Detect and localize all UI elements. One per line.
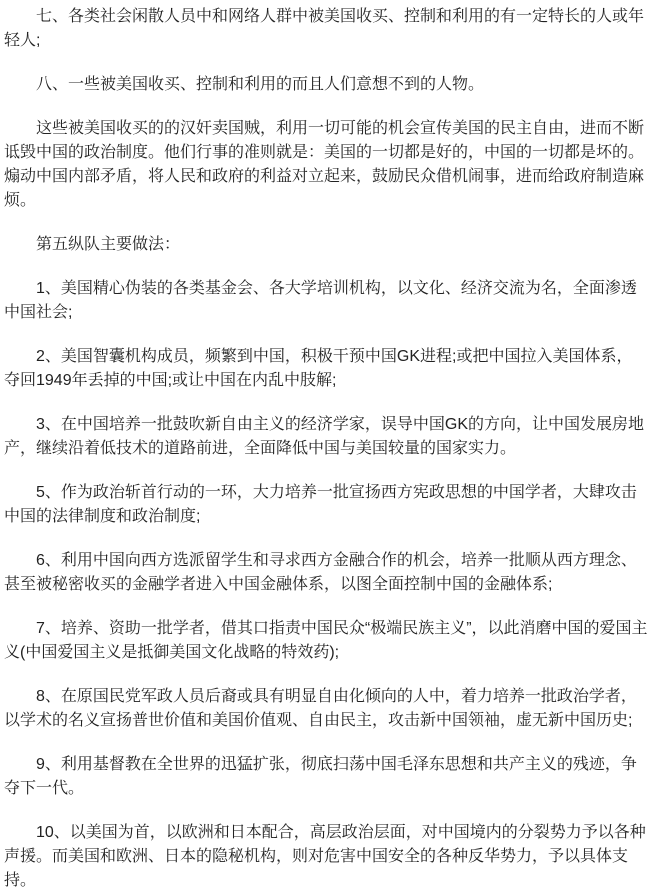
paragraph: 2、美国智囊机构成员，频繁到中国，积极干预中国GK进程;或把中国拉入美国体系，夺回1949年丢掉的中国;或让中国在内乱中肢解;	[4, 348, 633, 389]
paragraph: 5、作为政治斩首行动的一环，大力培养一批宣扬西方宪政思想的中国学者，大肆攻击中国的法律制度和政治制度;	[4, 484, 637, 525]
paragraph: 10、以美国为首，以欧洲和日本配合，高层政治层面，对中国境内的分裂势力予以各种声援。而美国和欧洲、日本的隐秘机构，则对危害中国安全的各种反华势力，予以具体支持。	[4, 824, 646, 889]
paragraph: 3、在中国培养一批鼓吹新自由主义的经济学家，误导中国GK的方向，让中国发展房地产，继续沿着低技术的道路前进，全面降低中国与美国较量的国家实力。	[4, 416, 645, 457]
document-body	[4, 5, 648, 891]
paragraph: 这些被美国收买的的汉奸卖国贼，利用一切可能的机会宣传美国的民主自由，进而不断诋毁中国的政治制度。他们行事的准则就是：美国的一切都是好的，中国的一切都是坏的。煽动中国内部矛盾，将人民和政府的利益对立起来，鼓励民众借机闹事，进而给政府制造麻烦。	[4, 120, 645, 209]
paragraph: 八、一些被美国收买、控制和利用的而且人们意想不到的人物。	[36, 76, 485, 93]
paragraph: 8、在原国民党军政人员后裔或具有明显自由化倾向的人中，着力培养一批政治学者，以学术的名义宣扬普世价值和美国价值观、自由民主，攻击新中国领袖，虚无新中国历史;	[4, 688, 637, 729]
paragraph: 七、各类社会闲散人员中和网络人群中被美国收买、控制和利用的有一定特长的人或年轻人;	[4, 8, 645, 49]
paragraph: 9、利用基督教在全世界的迅猛扩张，彻底扫荡中国毛泽东思想和共产主义的残迹，争夺下一代。	[4, 756, 637, 797]
paragraph: 1、美国精心伪装的各类基金会、各大学培训机构，以文化、经济交流为名，全面渗透中国社会;	[4, 280, 637, 321]
paragraph: 7、培养、资助一批学者，借其口指责中国民众“极端民族主义”，以此消磨中国的爱国主义(中国爱国主义是抵御美国文化战略的特效药);	[4, 620, 648, 661]
paragraph: 第五纵队主要做法：	[36, 236, 181, 253]
paragraph: 6、利用中国向西方选派留学生和寻求西方金融合作的机会，培养一批顺从西方理念、甚至被秘密收买的金融学者进入中国金融体系，以图全面控制中国的金融体系;	[4, 552, 637, 593]
